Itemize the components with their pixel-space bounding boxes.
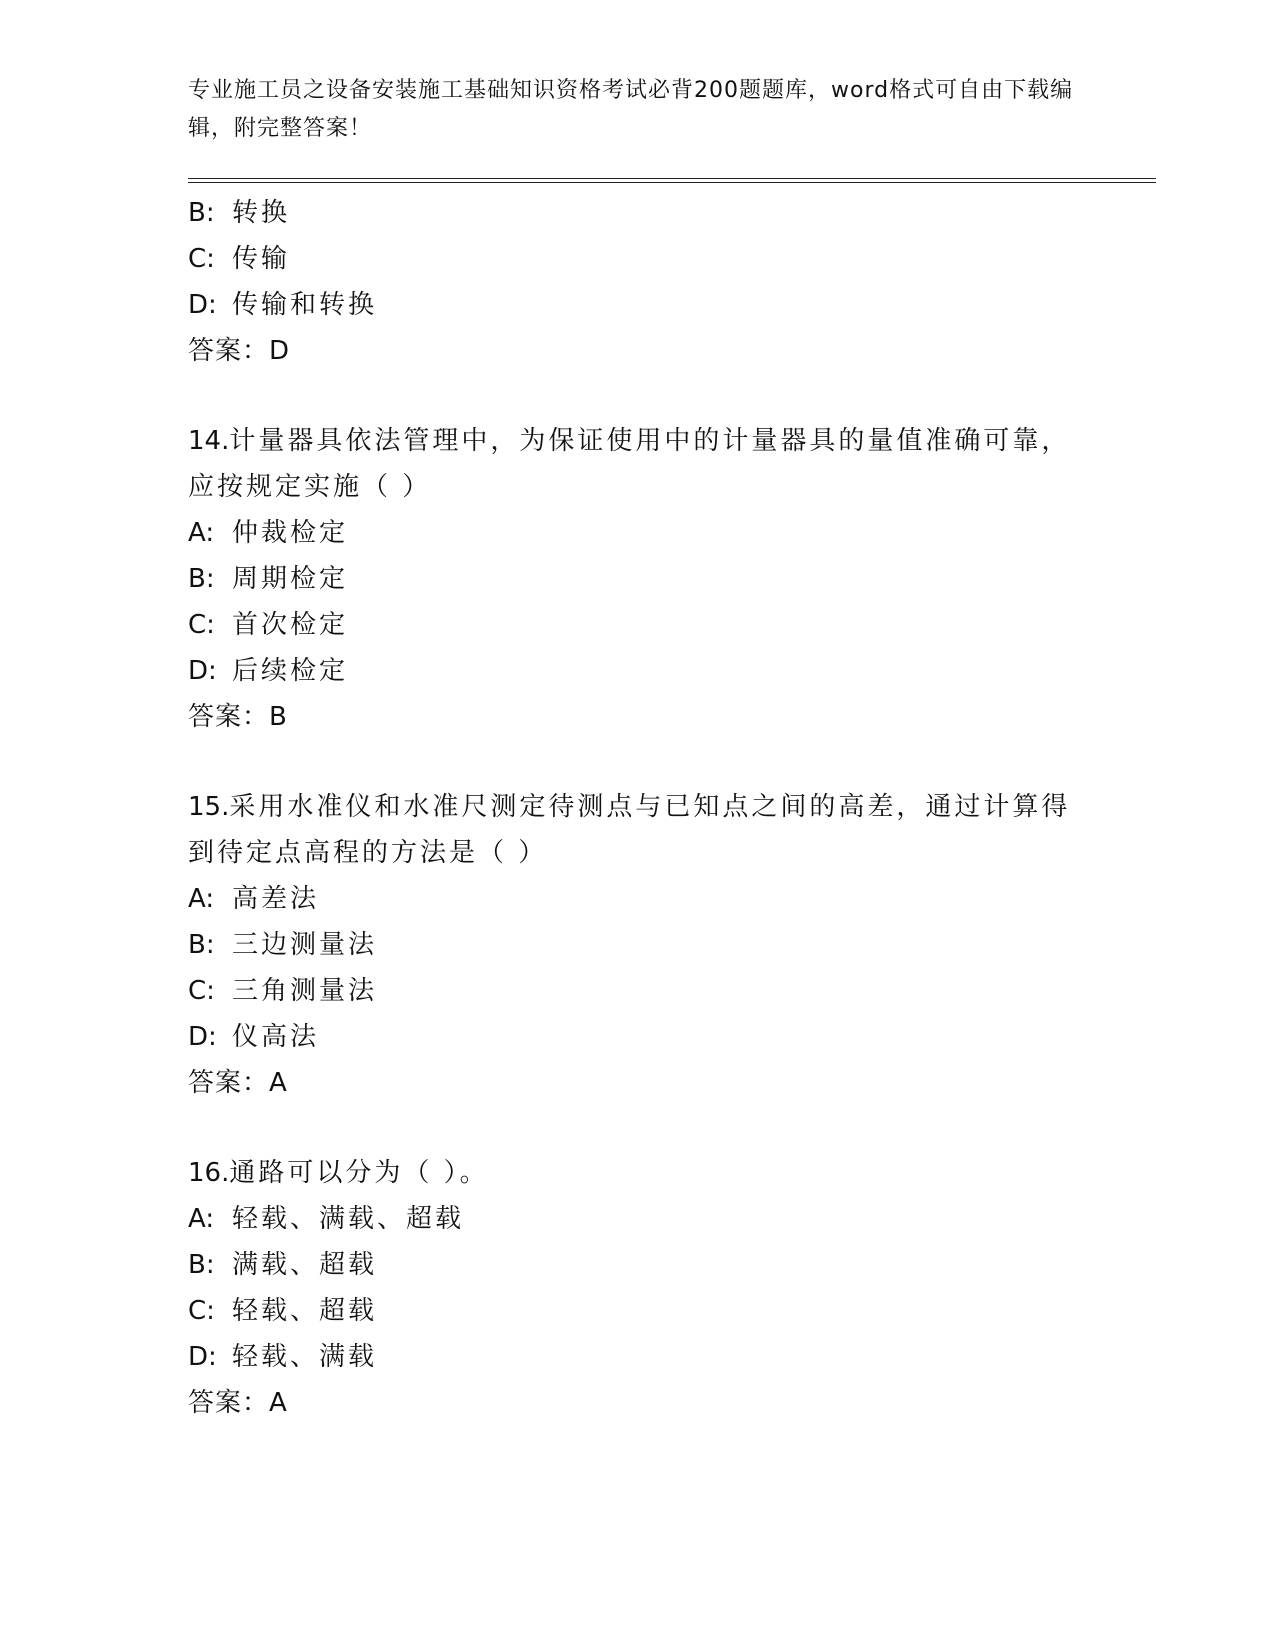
- option-a: [188, 1196, 1088, 1242]
- option-b: [188, 922, 1088, 968]
- option-text: 仲裁检定: [232, 518, 349, 548]
- option-key: C:: [188, 976, 215, 1006]
- option-text: 轻载、满载、超载: [232, 1204, 465, 1234]
- option-text: 传输: [232, 244, 291, 274]
- option-c: [188, 236, 1088, 282]
- option-text: 轻载、超载: [232, 1296, 378, 1326]
- answer-line: 答案：A: [188, 1068, 288, 1098]
- question-number: 16.: [188, 1158, 230, 1188]
- option-text: 三角测量法: [232, 976, 378, 1006]
- question-text-line-2: 到待定点高程的方法是（ ）: [188, 838, 548, 868]
- question-text-line-1: 采用水准仪和水准尺测定待测点与已知点之间的高差，通过计算得: [229, 792, 1071, 822]
- option-text: 首次检定: [232, 610, 349, 640]
- option-key: D:: [188, 656, 217, 686]
- option-d: [188, 282, 1088, 328]
- option-text: 后续检定: [232, 656, 349, 686]
- question-text-line-1: 计量器具依法管理中，为保证使用中的计量器具的量值准确可靠，: [229, 426, 1071, 456]
- question-text: [188, 784, 1088, 876]
- option-text: 三边测量法: [232, 930, 378, 960]
- option-key: B:: [188, 1250, 215, 1280]
- option-text: 转换: [232, 198, 291, 228]
- option-text: 仪高法: [232, 1022, 320, 1052]
- option-text: 周期检定: [232, 564, 349, 594]
- option-b: [188, 556, 1088, 602]
- option-key: C:: [188, 610, 215, 640]
- option-key: D:: [188, 1022, 217, 1052]
- option-d: [188, 648, 1088, 694]
- option-key: B:: [188, 564, 215, 594]
- answer-line: 答案：A: [188, 1388, 288, 1418]
- question-15: [188, 784, 1088, 1106]
- option-c: [188, 968, 1088, 1014]
- question-text-line-2: 应按规定实施（ ）: [188, 472, 432, 502]
- option-key: A:: [188, 518, 215, 548]
- option-key: C:: [188, 244, 215, 274]
- option-d: [188, 1334, 1088, 1380]
- option-a: [188, 876, 1088, 922]
- option-key: B:: [188, 930, 215, 960]
- question-list: [188, 190, 1088, 1426]
- question-number: 14.: [188, 426, 230, 456]
- question-text: [188, 1150, 1088, 1196]
- option-a: [188, 510, 1088, 556]
- option-b: [188, 1242, 1088, 1288]
- option-text: 轻载、满载: [232, 1342, 378, 1372]
- answer-line: 答案：D: [188, 336, 291, 366]
- option-c: [188, 1288, 1088, 1334]
- option-key: A:: [188, 884, 215, 914]
- question-16: [188, 1150, 1088, 1426]
- header-divider-bottom: [188, 182, 1156, 183]
- option-b: [188, 190, 1088, 236]
- question-13-continued: [188, 190, 1088, 374]
- option-text: 传输和转换: [232, 290, 378, 320]
- option-key: B:: [188, 198, 215, 228]
- header-divider-top: [188, 178, 1156, 179]
- question-text: [188, 418, 1088, 510]
- document-header: 专业施工员之设备安装施工基础知识资格考试必背200题题库，word格式可自由下载编辑，附完整答案！: [188, 78, 1074, 141]
- answer-line: 答案：B: [188, 702, 288, 732]
- option-key: D:: [188, 290, 217, 320]
- option-key: D:: [188, 1342, 217, 1372]
- option-key: C:: [188, 1296, 215, 1326]
- option-d: [188, 1014, 1088, 1060]
- option-key: A:: [188, 1204, 215, 1234]
- option-c: [188, 602, 1088, 648]
- question-number: 15.: [188, 792, 230, 822]
- question-14: [188, 418, 1088, 740]
- option-text: 高差法: [232, 884, 320, 914]
- option-text: 满载、超载: [232, 1250, 378, 1280]
- question-text-line-1: 通路可以分为（ ）。: [229, 1158, 489, 1188]
